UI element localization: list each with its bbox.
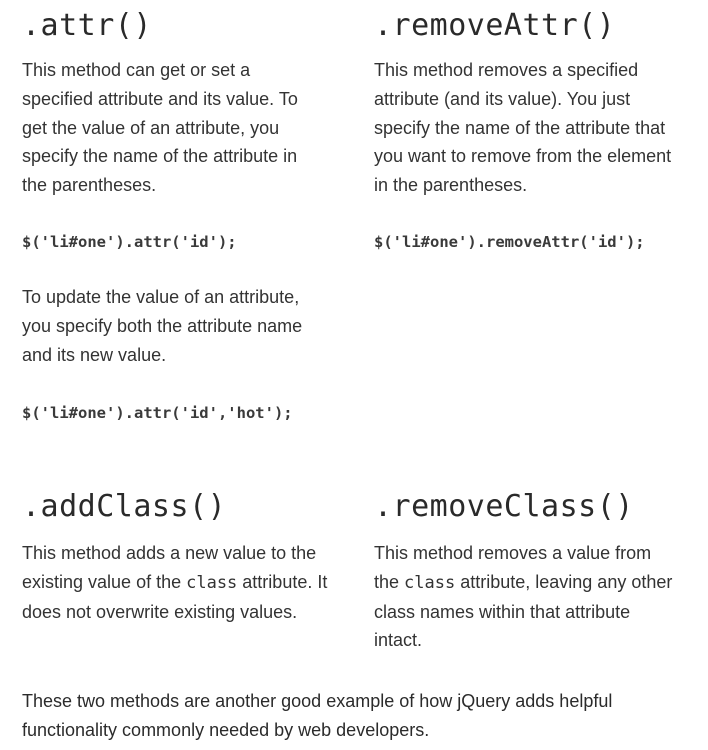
attr-update-wrap: [22, 283, 322, 369]
removeattr-code: $('li#one').removeAttr('id');: [374, 233, 645, 251]
removeattr-code-wrap: [374, 230, 694, 254]
removeclass-description-before: This method removes a value from the: [374, 543, 652, 592]
attr-description-wrap: [22, 56, 322, 200]
removeclass-heading: .removeClass(): [374, 489, 634, 524]
addclass-description-after: attribute. It does not overwrite existing values.: [22, 571, 328, 622]
attr-code-get: $('li#one').attr('id');: [22, 233, 237, 251]
attr-update-description: To update the value of an attribute, you specify both the attribute name and its new value.: [22, 287, 303, 365]
addclass-heading: .addClass(): [22, 489, 227, 524]
attr-section: [22, 8, 342, 44]
addclass-description-wrap: [22, 539, 332, 626]
removeclass-keyword: class: [404, 572, 456, 593]
removeclass-description-wrap: [374, 539, 674, 655]
attr-code-set: $('li#one').attr('id','hot');: [22, 404, 293, 422]
footer-note: These two methods are another good example of how jQuery adds helpful functionality commonly needed by web developers.: [22, 691, 613, 740]
addclass-section: [22, 489, 342, 525]
removeclass-section: [374, 489, 694, 525]
addclass-description: [22, 539, 332, 626]
removeclass-description: [374, 539, 674, 655]
removeattr-description-wrap: [374, 56, 679, 200]
removeattr-description: This method removes a specified attribute (and its value). You just specify the name of the attribute that you want to remove from the element in the parentheses.: [374, 60, 672, 196]
attr-description: This method can get or set a specified attribute and its value. To get the value of an attribute, you specify the name of the attribute in the parentheses.: [22, 60, 298, 196]
removeattr-section: [374, 8, 694, 44]
attr-heading: .attr(): [22, 8, 152, 43]
addclass-keyword: class: [186, 572, 238, 593]
removeattr-heading: .removeAttr(): [374, 8, 616, 43]
attr-code-get-wrap: [22, 230, 342, 254]
addclass-description-before: This method adds a new value to the existing value of the: [22, 543, 317, 592]
attr-code-set-wrap: [22, 401, 342, 425]
removeclass-description-after: attribute, leaving any other class names within that attribute intact.: [374, 571, 673, 651]
